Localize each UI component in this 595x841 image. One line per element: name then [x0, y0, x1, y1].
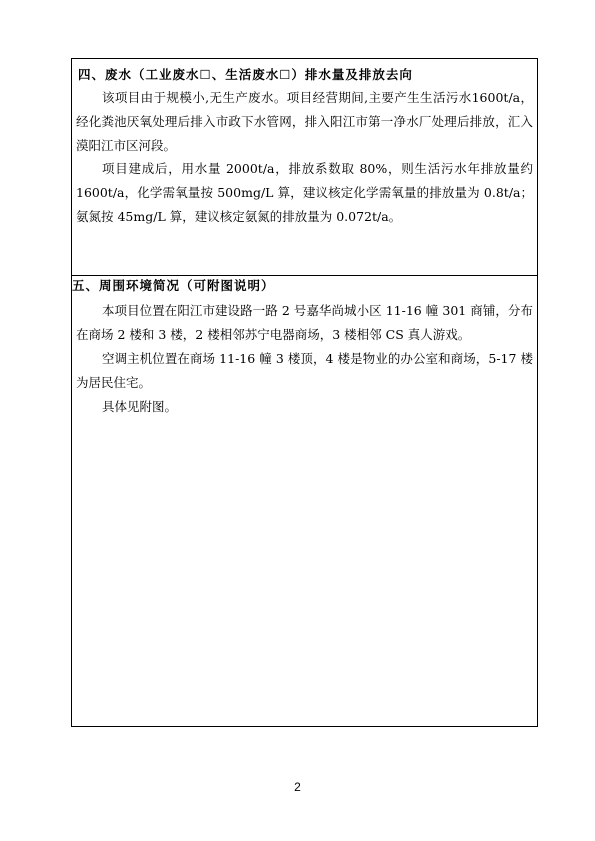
surroundings-section	[72, 275, 537, 726]
wastewater-paragraph: 该项目由于规模小,无生产废水。项目经营期间,主要产生生活污水1600t/a，经化粪池厌氧处理后排入市政下水管网，排入阳江市第一净水厂处理后排放，汇入漠阳江市区河段。	[76, 90, 533, 153]
wastewater-heading: 四、废水（工业废水☐、生活废水☐）排水量及排放去向	[78, 67, 413, 82]
wastewater-section	[72, 59, 537, 276]
attachment-note: 具体见附图。	[102, 399, 178, 414]
page-number: 2	[294, 780, 301, 794]
location-paragraph: 本项目位置在阳江市建设路一路 2 号嘉华尚城小区 11-16 幢 301 商铺，分布在商场 2 楼和 3 楼，2 楼相邻苏宁电器商场，3 楼相邻 CS 真人游戏。	[76, 303, 533, 342]
surroundings-heading: 五、周围环境简况（可附图说明）	[72, 278, 275, 293]
ac-unit-paragraph: 空调主机位置在商场 11-16 幢 3 楼顶，4 楼是物业的办公室和商场，5-17 楼为居民住宅。	[76, 351, 533, 390]
report-table	[71, 58, 538, 727]
wastewater-calculation-paragraph: 项目建成后，用水量 2000t/a，排放系数取 80%，则生活污水年排放量约 1600t/a，化学需氧量按 500mg/L 算，建议核定化学需氧量的排放量为 0.8t/a；氨氮按 45mg/L 算，建议核定氨氮的排放量为 0.072t/a。	[76, 161, 533, 224]
